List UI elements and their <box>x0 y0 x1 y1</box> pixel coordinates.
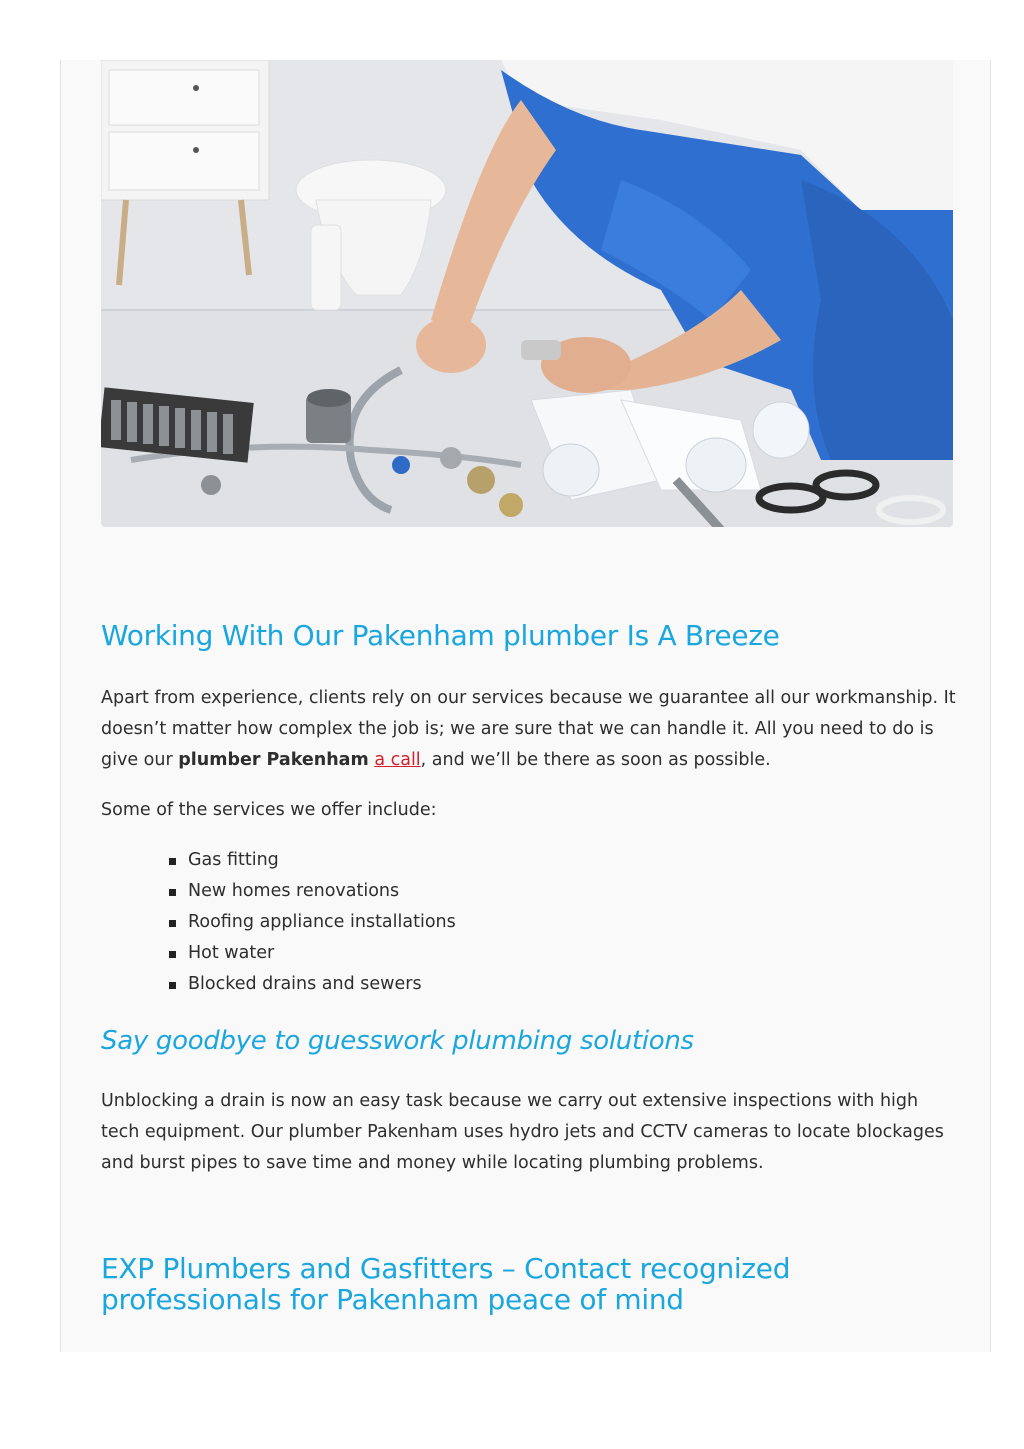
call-link[interactable]: a call <box>374 750 421 770</box>
plumber-photo-illustration <box>101 60 953 527</box>
bullet-icon <box>169 951 176 958</box>
services-lead: Some of the services we offer include: <box>101 800 437 820</box>
intro-text: Apart from experience, clients rely on our services because we guarantee all our workmanship. It doesn’t matter how complex the job is; we are sure that we can handle it. All you need to do is give our <box>101 688 956 770</box>
list-item <box>169 907 956 938</box>
intro-paragraph <box>101 683 956 776</box>
bullet-icon <box>169 858 176 865</box>
article-content <box>101 616 956 1315</box>
section-heading-contact: EXP Plumbers and Gasfitters – Contact recognized professionals for Pakenham peace of mind <box>101 1252 791 1316</box>
service-label: New homes renovations <box>188 881 400 901</box>
service-label: Roofing appliance installations <box>188 912 456 932</box>
service-label: Blocked drains and sewers <box>188 974 422 994</box>
service-label: Hot water <box>188 943 275 963</box>
section-heading-guesswork: Say goodbye to guesswork plumbing solutions <box>101 1026 694 1056</box>
list-item <box>169 969 956 1000</box>
bullet-icon <box>169 982 176 989</box>
service-label: Gas fitting <box>188 850 279 870</box>
guesswork-paragraph: Unblocking a drain is now an easy task because we carry out extensive inspections with high tech equipment. Our plumber Pakenham uses hydro jets and CCTV cameras to locate blockages and burst pipes to save time and money while locating plumbing problems. <box>101 1091 944 1173</box>
plumber-photo <box>101 60 953 527</box>
section-heading-breeze: Working With Our Pakenham plumber Is A Breeze <box>101 619 780 652</box>
intro-bold-keyword: plumber Pakenham <box>178 750 369 770</box>
list-item <box>169 845 956 876</box>
list-item <box>169 876 956 907</box>
services-list <box>101 845 956 1000</box>
intro-text-end: , and we’ll be there as soon as possible. <box>420 750 771 770</box>
bullet-icon <box>169 920 176 927</box>
list-item <box>169 938 956 969</box>
bullet-icon <box>169 889 176 896</box>
page-container <box>60 60 991 1352</box>
